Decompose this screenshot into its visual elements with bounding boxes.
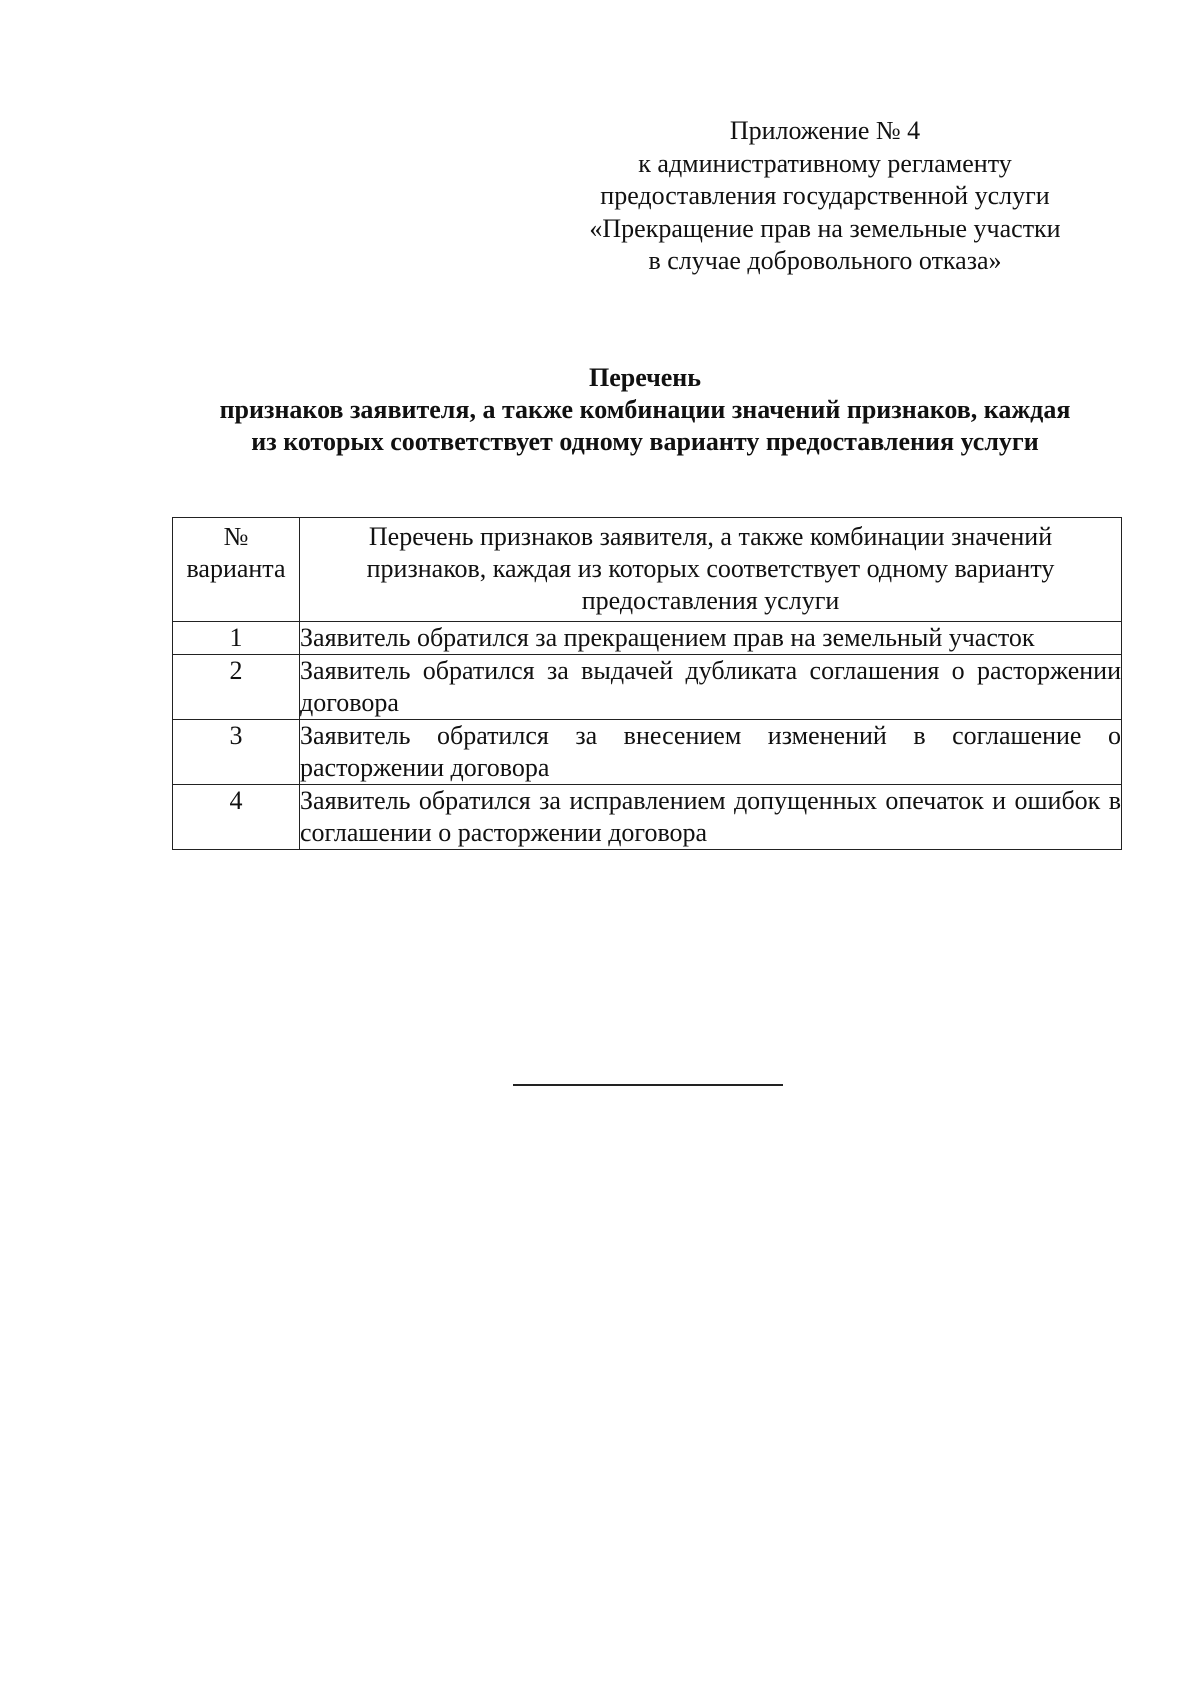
variant-description-cell: Заявитель обратился за исправлением допущенных опечаток и ошибок в соглашении о расторжении договора	[300, 785, 1122, 850]
appendix-line: к административному регламенту	[638, 148, 1012, 178]
title-line: признаков заявителя, а также комбинации значений признаков, каждая	[219, 395, 1071, 424]
variant-number-cell: 4	[173, 785, 300, 850]
header-description: Перечень признаков заявителя, а также комбинации значений признаков, каждая из которых соответствует одному варианту предоставления услуги	[300, 518, 1122, 622]
appendix-line: предоставления государственной услуги	[600, 181, 1050, 210]
title-line: из которых соответствует одному варианту предоставления услуги	[251, 427, 1039, 456]
variant-number-cell: 3	[173, 720, 300, 785]
header-num-word: варианта	[186, 554, 286, 583]
variant-description-cell: Заявитель обратился за выдачей дубликата соглашения о расторжении договора	[300, 655, 1122, 720]
table-row	[173, 622, 1122, 655]
appendix-reference	[560, 115, 1090, 278]
variant-description-cell: Заявитель обратился за внесением изменений в соглашение о расторжении договора	[300, 720, 1122, 785]
header-variant-number	[173, 518, 300, 622]
header-num-symbol: №	[223, 522, 249, 551]
variant-number-cell: 2	[173, 655, 300, 720]
variants-table	[172, 517, 1122, 850]
variant-number-cell: 1	[173, 622, 300, 655]
table-row	[173, 720, 1122, 785]
table-row	[173, 785, 1122, 850]
variant-description-cell: Заявитель обратился за прекращением прав на земельный участок	[300, 622, 1122, 655]
title-line: Перечень	[588, 363, 702, 392]
appendix-line: в случае добровольного отказа»	[648, 246, 1002, 275]
table-header-row	[173, 518, 1122, 622]
appendix-line: «Прекращение прав на земельные участки	[589, 213, 1061, 243]
document-title	[150, 362, 1140, 458]
appendix-line: Приложение № 4	[729, 116, 921, 145]
table-row	[173, 655, 1122, 720]
closing-divider	[513, 1084, 783, 1086]
